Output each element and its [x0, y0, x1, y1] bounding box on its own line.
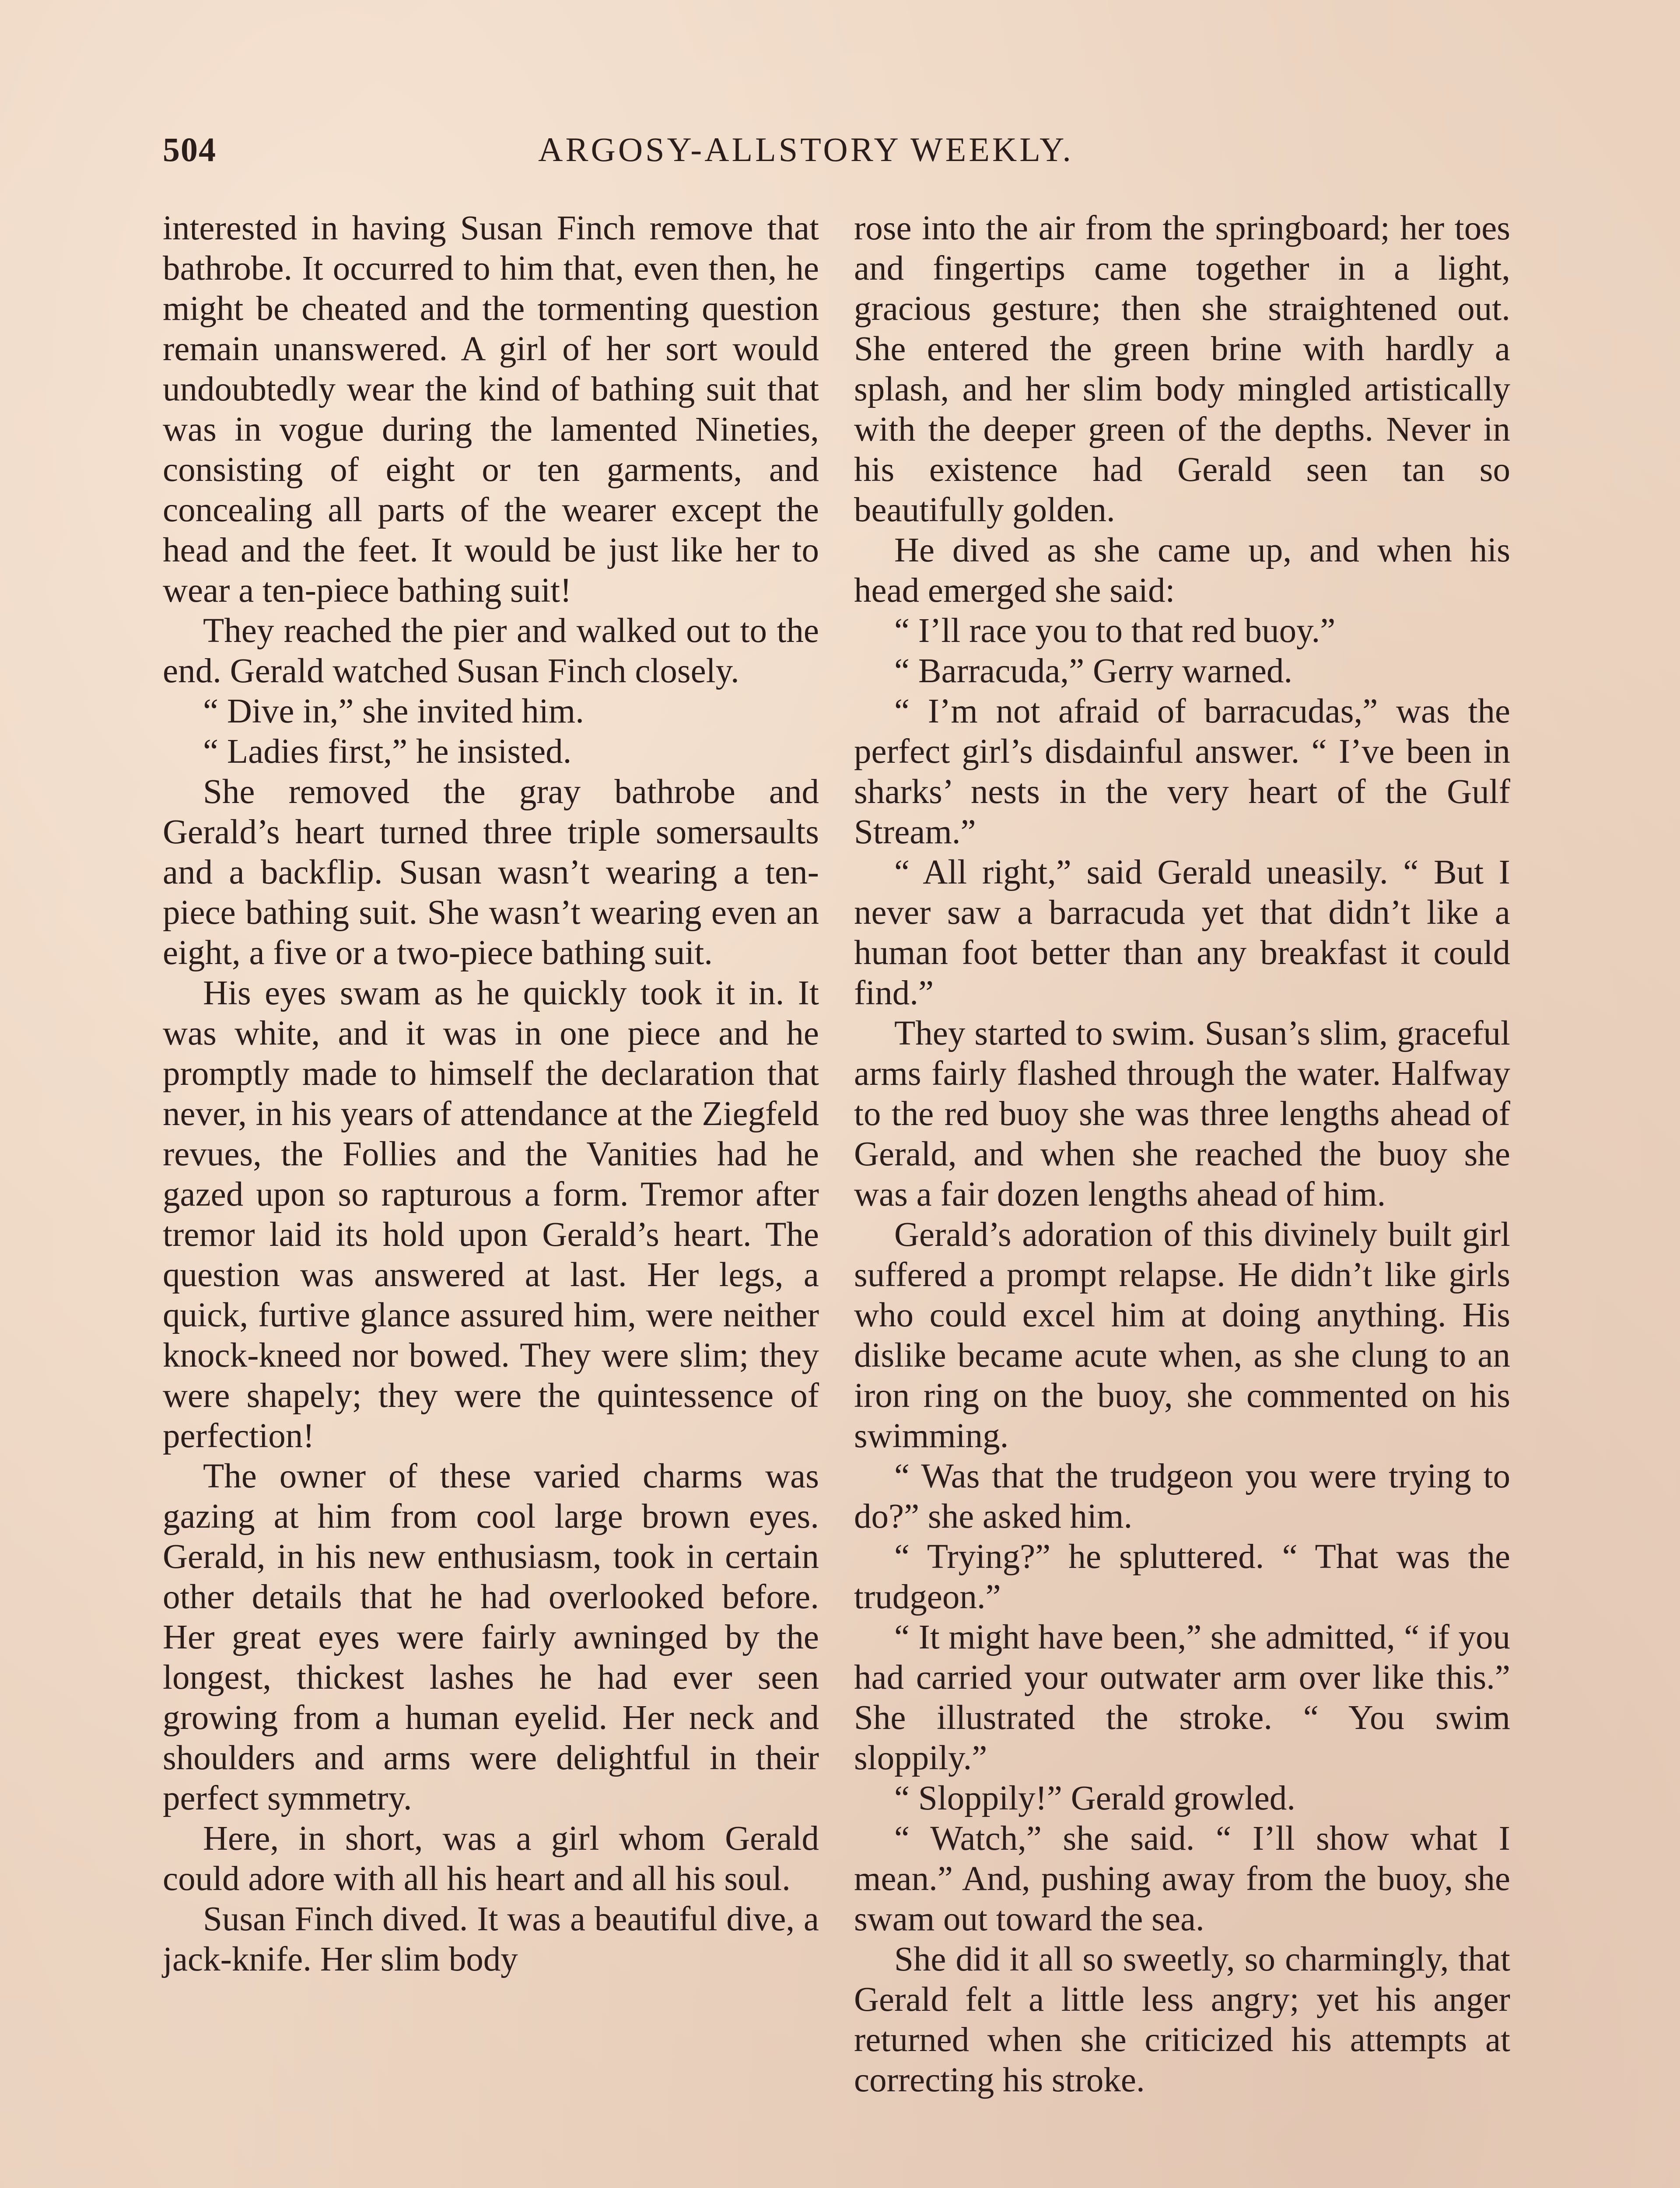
paragraph: “ Barracuda,” Gerry warned.: [894, 652, 1293, 690]
paragraph: She did it all so sweetly, so charmingly, that Gerald felt a little less angry; yet his anger returned when she criticized his attempts at correcting his stroke.: [854, 1940, 1510, 2099]
paragraph: “ Dive in,” she invited him.: [203, 692, 584, 730]
paragraph: “ Sloppily!” Gerald growled.: [894, 1779, 1296, 1817]
left-column: [163, 208, 819, 1980]
paragraph: “ It might have been,” she admitted, “ if you had carried your outwater arm over like this.” She illustrated the stroke. “ You swim sloppily.”: [854, 1618, 1510, 1777]
paragraph: They reached the pier and walked out to the end. Gerald watched Susan Finch closely.: [163, 612, 819, 690]
paragraph: “ Ladies first,” he insisted.: [203, 733, 572, 771]
right-column: [854, 208, 1510, 2100]
paragraph: rose into the air from the springboard; her toes and fingertips came together in a light, gracious gesture; then she straightened out. She entered the green brine with hardly a splash, and her slim body mingled artistically with the deeper green of the depths. Never in his existence had Gerald seen tan so beautifully golden.: [854, 209, 1510, 529]
paragraph: He dived as she came up, and when his head emerged she said:: [854, 531, 1510, 610]
paragraph: “ I’m not afraid of barracudas,” was the perfect girl’s disdainful answer. “ I’ve been in sharks’ nests in the very heart of the Gulf Stream.”: [854, 692, 1510, 851]
paragraph: “ Trying?” he spluttered. “ That was the trudgeon.”: [854, 1538, 1510, 1616]
paragraph: They started to swim. Susan’s slim, graceful arms fairly flashed through the water. Halfway to the red buoy she was three lengths ahead of Gerald, and when she reached the buoy she was a fair dozen lengths ahead of him.: [854, 1014, 1510, 1213]
paragraph: “ Watch,” she said. “ I’ll show what I mean.” And, pushing away from the buoy, she swam out toward the sea.: [854, 1820, 1510, 1938]
paragraph: The owner of these varied charms was gazing at him from cool large brown eyes. Gerald, in his new enthusiasm, took in certain other details that he had overlooked before. Her great eyes were fairly awninged by the longest, thickest lashes he had ever seen growing from a human eyelid. Her neck and shoulders and arms were delightful in their perfect symmetry.: [163, 1457, 819, 1817]
paragraph: “ Was that the trudgeon you were trying to do?” she asked him.: [854, 1457, 1510, 1536]
paragraph: Susan Finch dived. It was a beautiful dive, a jack-knife. Her slim body: [163, 1900, 819, 1978]
page-header: [163, 128, 1379, 180]
paragraph: Gerald’s adoration of this divinely built girl suffered a prompt relapse. He didn’t like girls who could excel him at doing anything. His dislike became acute when, as she clung to an iron ring on the buoy, she commented on his swimming.: [854, 1216, 1510, 1455]
page-number: 504: [163, 130, 217, 168]
running-head: ARGOSY-ALLSTORY WEEKLY.: [538, 130, 1074, 168]
paragraph: “ All right,” said Gerald uneasily. “ But I never saw a barracuda yet that didn’t like a human foot better than any breakfast it could find.”: [854, 853, 1510, 1012]
paragraph: His eyes swam as he quickly took it in. It was white, and it was in one piece and he promptly made to himself the declaration that never, in his years of attendance at the Ziegfeld revues, the Follies and the Vanities had he gazed upon so rapturous a form. Tremor after tremor laid its hold upon Gerald’s heart. The question was answered at last. Her legs, a quick, furtive glance assured him, were neither knock-kneed nor bowed. They were slim; they were shapely; they were the quintessence of perfection!: [163, 974, 819, 1455]
paragraph: interested in having Susan Finch remove that bathrobe. It occurred to him that, even then, he might be cheated and the tormenting question remain unanswered. A girl of her sort would undoubtedly wear the kind of bathing suit that was in vogue during the lamented Nineties, consisting of eight or ten garments, and concealing all parts of the wearer except the head and the feet. It would be just like her to wear a ten-piece bathing suit!: [163, 209, 819, 610]
paragraph: She removed the gray bathrobe and Gerald’s heart turned three triple somersaults and a backflip. Susan wasn’t wearing a ten-piece bathing suit. She wasn’t wearing even an eight, a five or a two-piece bathing suit.: [163, 773, 819, 972]
paragraph: Here, in short, was a girl whom Gerald could adore with all his heart and all his soul.: [163, 1820, 819, 1898]
paragraph: “ I’ll race you to that red buoy.”: [894, 612, 1336, 650]
